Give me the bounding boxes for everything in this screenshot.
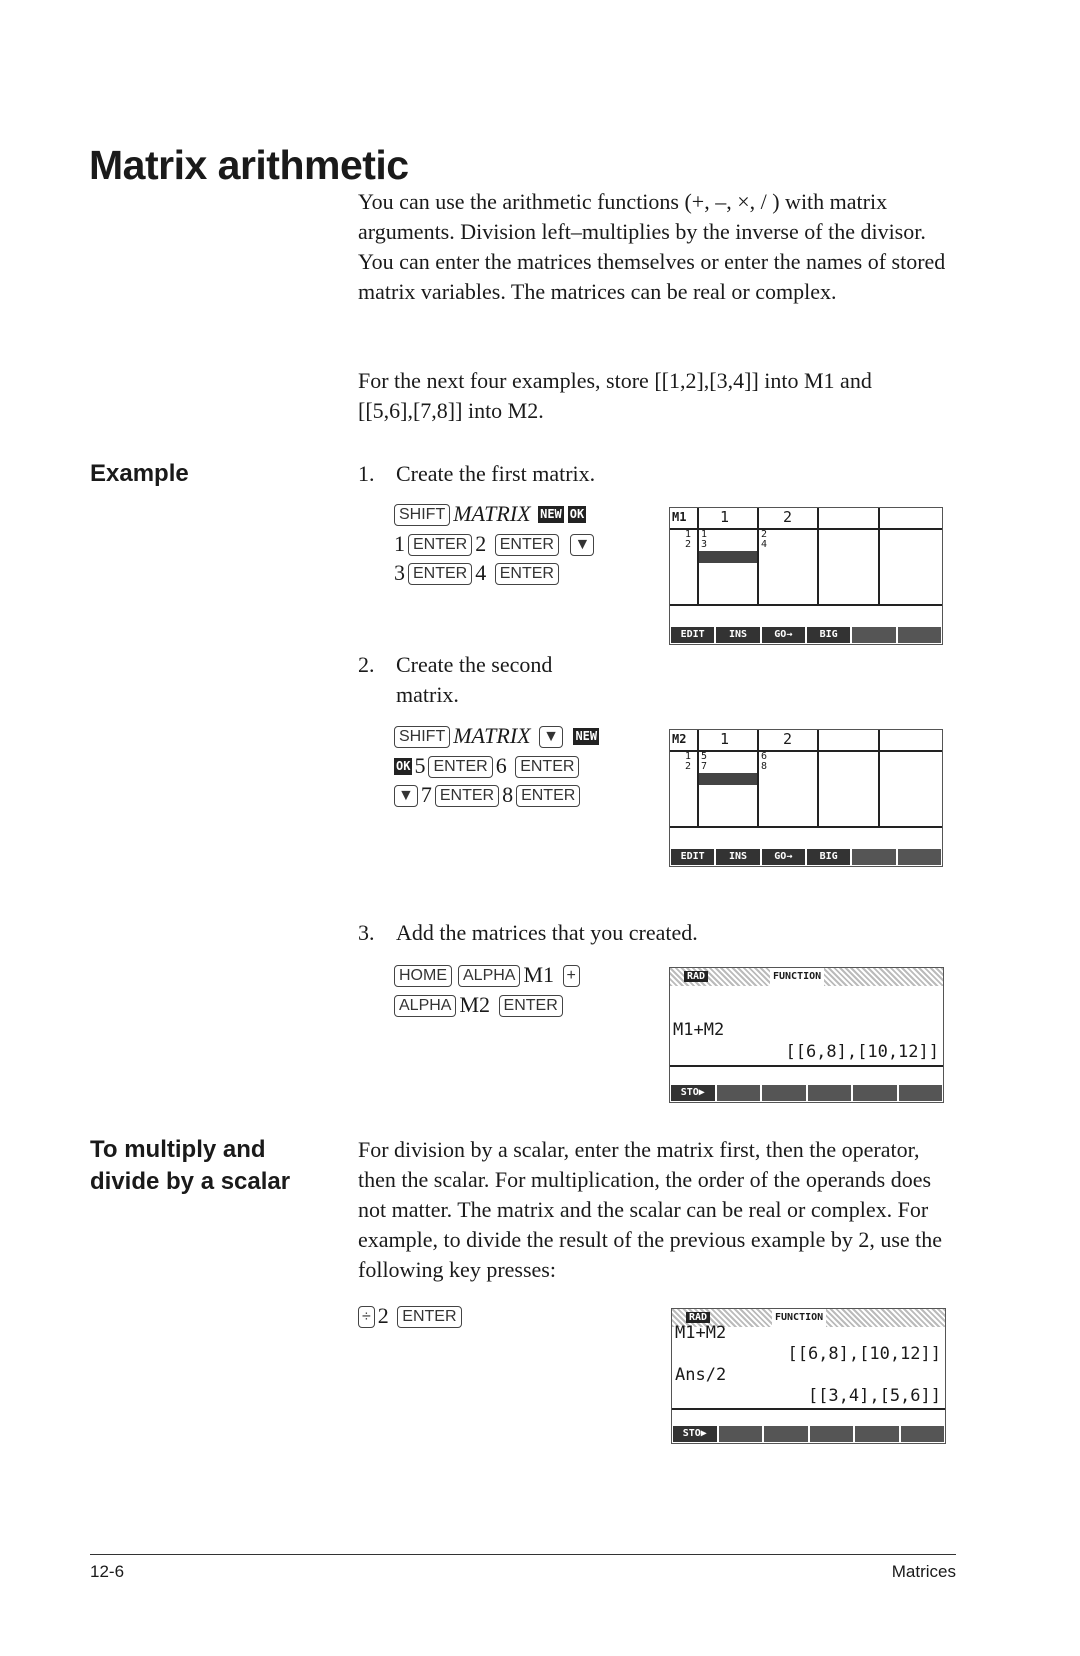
menu-sto: STO▶ xyxy=(673,1426,717,1442)
alpha-key: ALPHA xyxy=(394,995,456,1017)
digit: 4 xyxy=(475,560,487,585)
step-1-keys xyxy=(394,499,597,588)
history-result: [[6,8],[10,12]] xyxy=(785,1042,939,1062)
step-2-keys xyxy=(394,721,601,810)
step-3-keys xyxy=(394,960,583,1019)
menu-go: GO→ xyxy=(762,627,805,643)
cell: 1 xyxy=(701,529,708,540)
enter-key: ENTER xyxy=(495,534,559,556)
intro-paragraph-2: For the next four examples, store [[1,2],[3,4]] into M1 and [[5,6],[7,8]] into M2. xyxy=(358,368,872,423)
scalar-heading-line-2: divide by a scalar xyxy=(90,1168,291,1195)
menu-big: BIG xyxy=(807,849,850,865)
digit: 3 xyxy=(394,560,405,585)
cell: 3 xyxy=(701,539,708,550)
menu-ins: INS xyxy=(716,849,759,865)
enter-key: ENTER xyxy=(495,563,559,585)
matrix-label: MATRIX xyxy=(453,501,531,526)
digit: 7 xyxy=(420,782,432,807)
intro-paragraph-1: You can use the arithmetic functions (+, –, ×, / ) with matrix arguments. Division left–multiplies by the inverse of the divisor. You can enter the matrices themselves or enter the names of stored matrix variables. The matrices can be real or complex. xyxy=(358,189,946,304)
digit: 1 xyxy=(394,530,405,556)
enter-key: ENTER xyxy=(515,756,579,778)
digit: 2 xyxy=(377,1303,389,1328)
new-softkey: NEW xyxy=(575,729,598,743)
digit: 8 xyxy=(502,782,514,807)
page-number: 12-6 xyxy=(90,1562,125,1581)
matrix-softkey-menu xyxy=(671,849,941,865)
new-softkey: NEW xyxy=(540,507,562,521)
history-result: [[6,8],[10,12]] xyxy=(787,1344,941,1364)
scalar-heading-line-1: To multiply and xyxy=(90,1136,266,1163)
matrix-editor-screen-m2 xyxy=(669,729,943,867)
menu-big: BIG xyxy=(807,627,850,643)
row-header: 2 xyxy=(685,761,692,772)
angle-mode: RAD xyxy=(686,1312,710,1323)
home-softkey-menu xyxy=(671,1085,942,1101)
history-result: [[3,4],[5,6]] xyxy=(807,1386,941,1406)
scalar-keys xyxy=(358,1301,465,1331)
step-3-number: 3. xyxy=(358,920,375,945)
row-header: 1 xyxy=(685,529,692,540)
alpha-key: ALPHA xyxy=(458,965,520,987)
matrix-name: M1 xyxy=(672,510,687,524)
menu-go: GO→ xyxy=(762,849,805,865)
plus-key: + xyxy=(563,965,580,987)
row-header: 1 xyxy=(685,751,692,762)
angle-mode: RAD xyxy=(684,971,708,982)
menu-edit: EDIT xyxy=(671,627,714,643)
divide-key: ÷ xyxy=(358,1306,375,1328)
menu-ins: INS xyxy=(716,627,759,643)
shift-key: SHIFT xyxy=(394,504,450,526)
column-header: 1 xyxy=(720,508,730,526)
menu-edit: EDIT xyxy=(671,849,714,865)
matrix-label: MATRIX xyxy=(453,723,531,748)
cell: 8 xyxy=(761,761,768,772)
home-screen-addition xyxy=(669,967,944,1103)
cell: 5 xyxy=(701,751,708,762)
cell-cursor xyxy=(699,551,757,563)
ok-softkey: OK xyxy=(396,758,411,773)
enter-key: ENTER xyxy=(408,563,472,585)
variable-name: M2 xyxy=(459,991,491,1017)
variable-name: M1 xyxy=(523,962,555,987)
step-3-text: Add the matrices that you created. xyxy=(396,920,698,945)
step-2-number: 2. xyxy=(358,652,375,677)
enter-key: ENTER xyxy=(428,756,492,778)
history-entry: Ans/2 xyxy=(675,1365,727,1385)
home-screen-division xyxy=(671,1308,946,1444)
enter-key: ENTER xyxy=(516,785,580,807)
enter-key: ENTER xyxy=(408,534,472,556)
digit: 2 xyxy=(475,530,487,556)
home-key: HOME xyxy=(394,965,452,987)
down-arrow-key: ▼ xyxy=(394,785,418,807)
section-name: Matrices xyxy=(891,1562,956,1581)
page-title: Matrix arithmetic xyxy=(89,142,409,188)
column-header: 2 xyxy=(783,730,793,748)
status-header xyxy=(670,968,943,986)
digit: 5 xyxy=(414,752,426,778)
step-1-text: Create the first matrix. xyxy=(396,461,596,486)
cell: 7 xyxy=(701,761,708,772)
cell: 2 xyxy=(761,529,768,540)
history-entry: M1+M2 xyxy=(675,1323,727,1343)
shift-key: SHIFT xyxy=(394,726,450,748)
scalar-heading xyxy=(90,1134,290,1198)
cell: 6 xyxy=(761,751,768,762)
cell-cursor xyxy=(699,773,757,785)
enter-key: ENTER xyxy=(499,995,563,1017)
menu-sto: STO▶ xyxy=(671,1085,715,1101)
matrix-softkey-menu xyxy=(671,627,941,643)
matrix-name: M2 xyxy=(672,732,687,746)
cell: 4 xyxy=(761,539,768,550)
matrix-editor-screen-m1 xyxy=(669,507,943,645)
app-name: FUNCTION xyxy=(770,968,824,986)
example-heading: Example xyxy=(90,460,189,487)
step-1-number: 1. xyxy=(358,461,375,486)
scalar-paragraph: For division by a scalar, enter the matrix first, then the operator, then the scalar. For multiplication, the order of the operands does not matter. The matrix and the scalar can be real or complex. For example, to divide the result of the previous example by 2, use the following key presses: xyxy=(358,1137,943,1282)
history-entry: M1+M2 xyxy=(673,1020,725,1040)
ok-softkey: OK xyxy=(569,507,585,521)
enter-key: ENTER xyxy=(397,1306,461,1328)
step-2-text: Create the second matrix. xyxy=(396,652,553,707)
digit: 6 xyxy=(495,752,507,778)
column-header: 2 xyxy=(783,508,793,526)
column-header: 1 xyxy=(720,730,730,748)
down-arrow-key: ▼ xyxy=(570,534,594,556)
enter-key: ENTER xyxy=(435,785,499,807)
row-header: 2 xyxy=(685,539,692,550)
app-name: FUNCTION xyxy=(772,1309,826,1327)
home-softkey-menu xyxy=(673,1426,944,1442)
down-arrow-key: ▼ xyxy=(539,726,563,748)
footer-divider xyxy=(90,1554,956,1555)
